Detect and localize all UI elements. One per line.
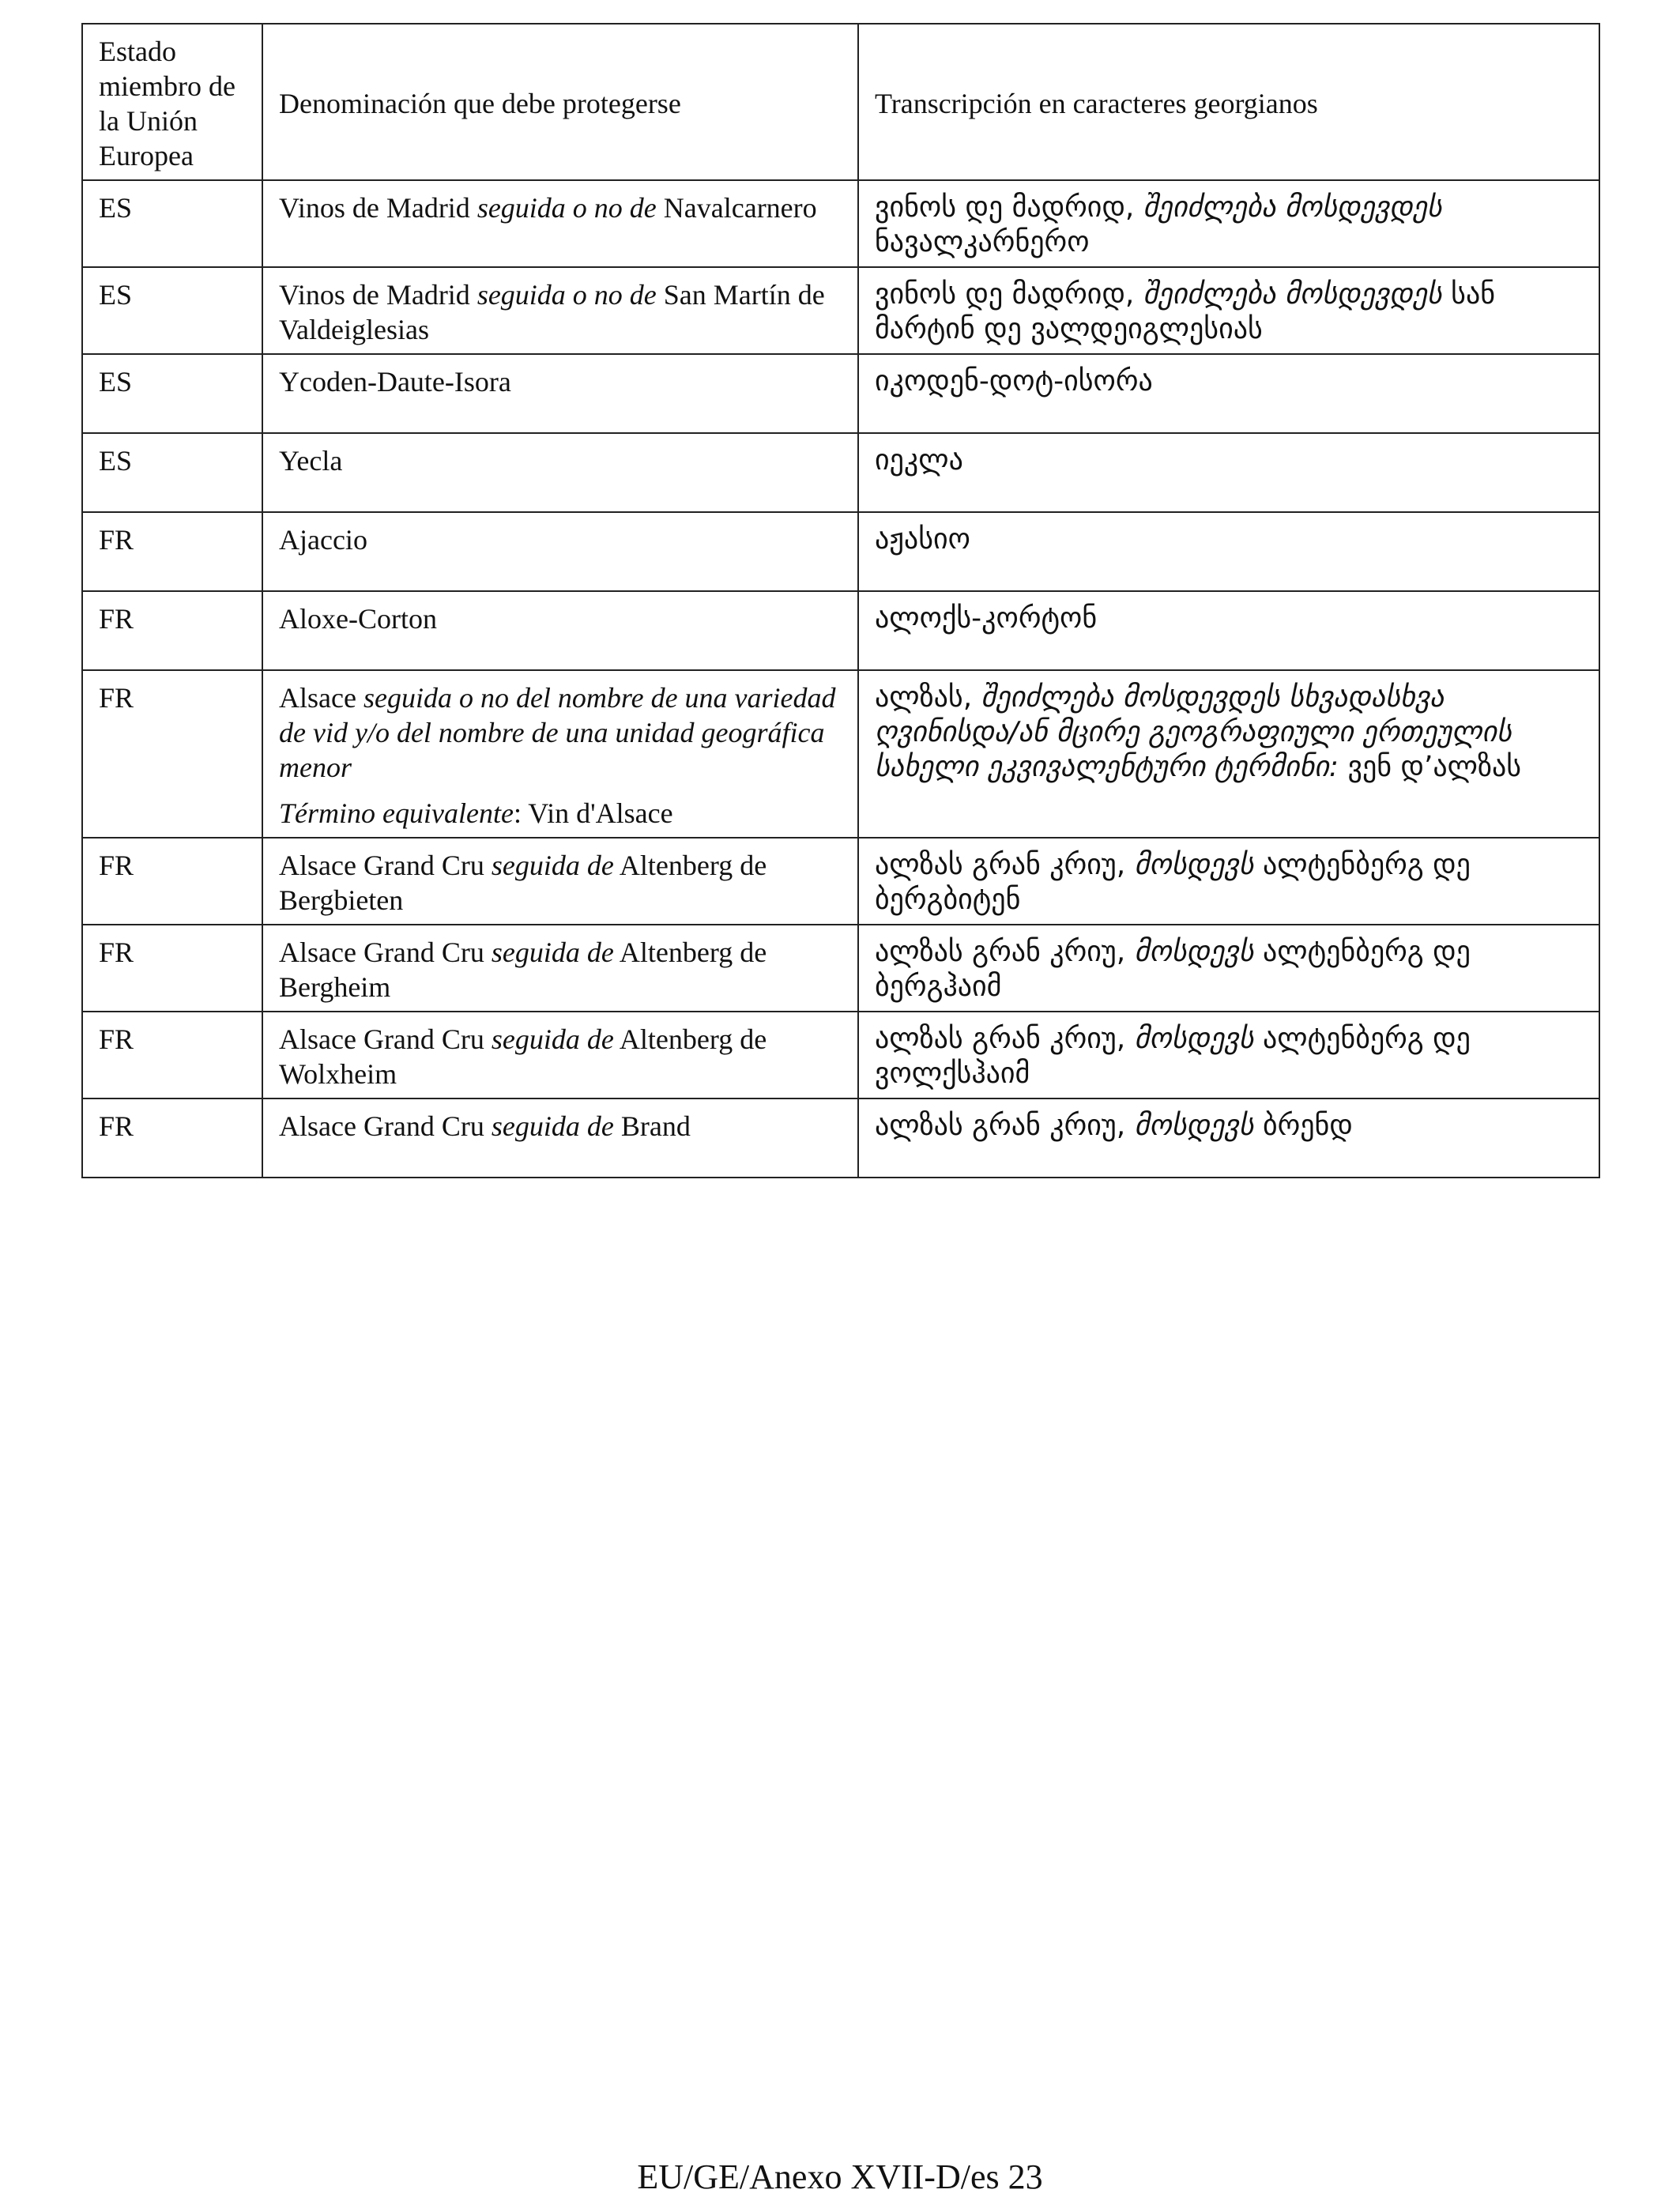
table-header-row: [82, 24, 1599, 180]
geographical-indications-table: [81, 23, 1600, 1178]
cell-name: [262, 1012, 858, 1098]
cell-name: [262, 267, 858, 354]
cell-transcription: [858, 1098, 1599, 1178]
ka-qualifier: მოსდევს: [1134, 849, 1254, 881]
name-qualifier: seguida o no de: [477, 279, 657, 311]
cell-name: [262, 670, 858, 838]
ka-text: ალტენბერგ დე ბერგბიტენ: [875, 849, 1471, 916]
cell-name: [262, 1098, 858, 1178]
name-qualifier: seguida o no de: [477, 192, 657, 224]
table-row: [82, 838, 1599, 925]
ka-text: ნავალკარნერო: [875, 226, 1090, 258]
ka-text: ალტენბერგ დე ბერგჰაიმ: [875, 936, 1471, 1003]
header-transcription: Transcripción en caracteres georgianos: [858, 24, 1599, 180]
table-row: [82, 180, 1599, 267]
cell-transcription: [858, 1012, 1599, 1098]
cell-transcription: [858, 838, 1599, 925]
name-qualifier: seguida de: [491, 1110, 614, 1142]
name-text: Alsace Grand Cru: [279, 850, 492, 881]
name-text: Altenberg de Wolxheim: [279, 1023, 767, 1090]
table-row: [82, 925, 1599, 1012]
ka-text: ალზას გრან კრიუ,: [875, 849, 1135, 881]
name-qualifier: seguida de: [491, 936, 614, 968]
cell-state: ES: [82, 433, 262, 512]
ka-qualifier: მოსდევს: [1134, 936, 1254, 968]
equivalent-term-value: Vin d'Alsace: [528, 797, 673, 829]
cell-state: FR: [82, 838, 262, 925]
cell-transcription: იკოდენ-დოტ-ისორა: [858, 354, 1599, 433]
cell-name: Ajaccio: [262, 512, 858, 591]
ka-text: ალზას,: [875, 681, 981, 714]
header-name: Denominación que debe protegerse: [262, 24, 858, 180]
ka-text: ალტენბერგ დე ვოლქსჰაიმ: [875, 1023, 1471, 1090]
table-row: [82, 433, 1599, 512]
cell-state: FR: [82, 925, 262, 1012]
cell-name: [262, 925, 858, 1012]
equivalent-term-sep: :: [513, 797, 529, 829]
ka-qualifier: შეიძლება მოსდევდეს სხვადასხვა ღვინისდა/ან მცირე გეოგრაფიული ერთეულის სახელი ეკვივალენტური ტერმინი:: [875, 681, 1512, 783]
cell-transcription: [858, 180, 1599, 267]
name-qualifier: seguida o no del nombre de una variedad de vid y/o del nombre de una unidad geográfica menor: [279, 682, 836, 783]
cell-state: ES: [82, 354, 262, 433]
cell-transcription: [858, 267, 1599, 354]
name-text: Vinos de Madrid: [279, 279, 477, 311]
cell-transcription: ალოქს-კორტონ: [858, 591, 1599, 670]
table-row: [82, 591, 1599, 670]
name-text: Alsace Grand Cru: [279, 1023, 492, 1055]
ka-qualifier: მოსდევს: [1134, 1110, 1254, 1142]
ka-text: ვინოს დე მადრიდ,: [875, 191, 1143, 224]
ka-qualifier: შეიძლება მოსდევდეს: [1143, 191, 1442, 224]
name-text: Altenberg de Bergbieten: [279, 850, 767, 916]
cell-name: [262, 180, 858, 267]
table-row: [82, 1012, 1599, 1098]
cell-state: FR: [82, 1012, 262, 1098]
name-text: Alsace Grand Cru: [279, 1110, 492, 1142]
page-footer: EU/GE/Anexo XVII-D/es 23: [637, 2157, 1043, 2196]
header-state: Estado miembro de la Unión Europea: [82, 24, 262, 180]
cell-state: FR: [82, 512, 262, 591]
cell-transcription: [858, 925, 1599, 1012]
name-text: Alsace Grand Cru: [279, 936, 492, 968]
name-text: Alsace: [279, 682, 363, 714]
cell-state: ES: [82, 267, 262, 354]
ka-text: ალზას გრან კრიუ,: [875, 1023, 1135, 1055]
name-main: [279, 680, 842, 785]
cell-name: Yecla: [262, 433, 858, 512]
ka-text: ბრენდ: [1253, 1110, 1353, 1142]
ka-text: ალზას გრან კრიუ,: [875, 1110, 1135, 1142]
name-qualifier: seguida de: [491, 1023, 614, 1055]
ka-qualifier: მოსდევს: [1134, 1023, 1254, 1055]
name-qualifier: seguida de: [491, 850, 614, 881]
cell-name: Aloxe-Corton: [262, 591, 858, 670]
equivalent-term-label: Término equivalente: [279, 797, 514, 829]
ka-text: ვენ დ’ალზას: [1339, 751, 1522, 783]
table-row: [82, 267, 1599, 354]
name-text: Brand: [613, 1110, 691, 1142]
cell-state: FR: [82, 1098, 262, 1178]
name-text: San Martín de Valdeiglesias: [279, 279, 825, 345]
cell-state: ES: [82, 180, 262, 267]
cell-state: FR: [82, 670, 262, 838]
ka-qualifier: შეიძლება მოსდევდეს: [1143, 278, 1442, 311]
table-row: [82, 1098, 1599, 1178]
cell-transcription: აჟასიო: [858, 512, 1599, 591]
cell-name: [262, 838, 858, 925]
cell-name: Ycoden-Daute-Isora: [262, 354, 858, 433]
cell-state: FR: [82, 591, 262, 670]
ka-text: ვინოს დე მადრიდ,: [875, 278, 1143, 311]
ka-text: ალზას გრან კრიუ,: [875, 936, 1135, 968]
cell-transcription: [858, 670, 1599, 838]
equivalent-term: [279, 796, 842, 831]
table-row: [82, 512, 1599, 591]
name-text: Vinos de Madrid: [279, 192, 477, 224]
table-row: [82, 354, 1599, 433]
ka-text: სან მარტინ დე ვალდეიგლესიას: [875, 278, 1496, 345]
name-text: Altenberg de Bergheim: [279, 936, 767, 1003]
cell-transcription: იეკლა: [858, 433, 1599, 512]
table-row: [82, 670, 1599, 838]
name-text: Navalcarnero: [656, 192, 817, 224]
